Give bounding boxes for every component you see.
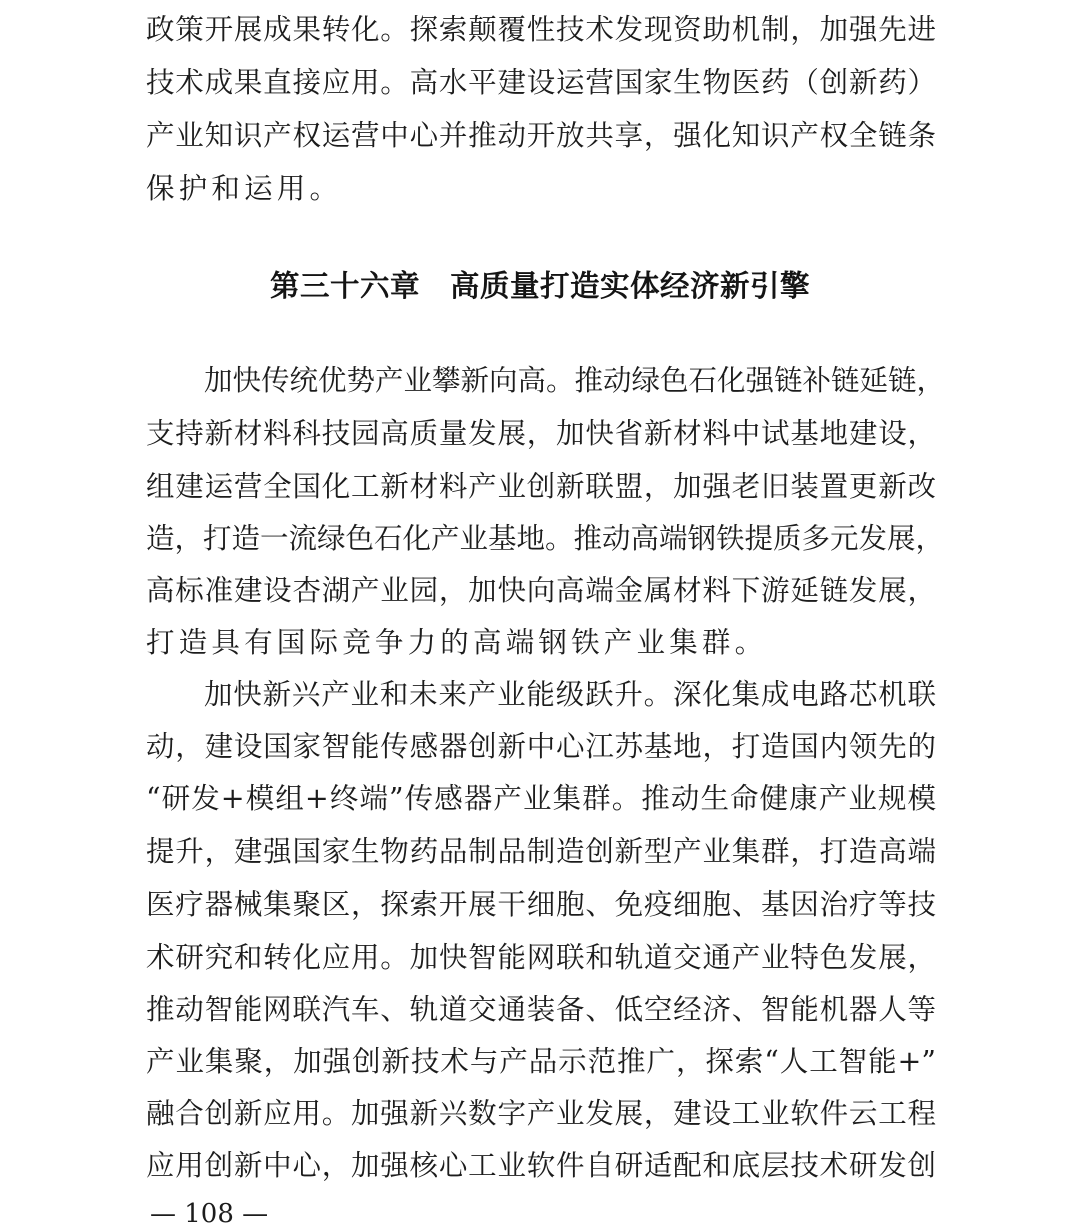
chapter-title: 高质量打造实体经济新引擎 <box>450 269 811 303</box>
text-line: 加快传统优势产业攀新向高。推动绿色石化强链补链延链， <box>204 364 946 397</box>
text-line: 组建运营全国化工新材料产业创新联盟，加强老旧装置更新改 <box>146 470 936 503</box>
text-line: 提升，建强国家生物药品制品制造创新型产业集群，打造高端 <box>146 835 936 868</box>
chapter-heading <box>0 262 1080 310</box>
text-line: 产业知识产权运营中心并推动开放共享，强化知识产权全链条 <box>146 119 936 152</box>
text-line: 支持新材料科技园高质量发展，加快省新材料中试基地建设， <box>146 417 936 450</box>
text-line: 融合创新应用。加强新兴数字产业发展，建设工业软件云工程 <box>146 1097 936 1130</box>
text-line: 应用创新中心，加强核心工业软件自研适配和底层技术研发创 <box>146 1149 936 1182</box>
text-line: 推动智能网联汽车、轨道交通装备、低空经济、智能机器人等 <box>146 993 936 1026</box>
chapter-number: 第三十六章 <box>269 269 420 303</box>
text-line: 造，打造一流绿色石化产业基地。推动高端钢铁提质多元发展， <box>146 522 945 555</box>
text-line: 术研究和转化应用。加快智能网联和轨道交通产业特色发展， <box>146 941 936 974</box>
text-line: 打造具有国际竞争力的高端钢铁产业集群。 <box>146 626 768 659</box>
text-line: 产业集聚，加强创新技术与产品示范推广，探索“人工智能+” <box>146 1045 936 1078</box>
text-line: “研发+模组+终端”传感器产业集群。推动生命健康产业规模 <box>146 782 936 815</box>
text-line: 医疗器械集聚区，探索开展干细胞、免疫细胞、基因治疗等技 <box>146 888 936 921</box>
page-number: — 108 — <box>150 1199 269 1229</box>
text-line: 加快新兴产业和未来产业能级跃升。深化集成电路芯机联 <box>204 678 936 711</box>
text-line: 技术成果直接应用。高水平建设运营国家生物医药（创新药） <box>146 66 936 99</box>
text-line: 保护和运用。 <box>146 172 343 205</box>
text-line: 政策开展成果转化。探索颠覆性技术发现资助机制，加强先进 <box>146 13 936 46</box>
text-line: 高标准建设杏湖产业园，加快向高端金属材料下游延链发展， <box>146 574 936 607</box>
text-line: 动，建设国家智能传感器创新中心江苏基地，打造国内领先的 <box>146 730 936 763</box>
